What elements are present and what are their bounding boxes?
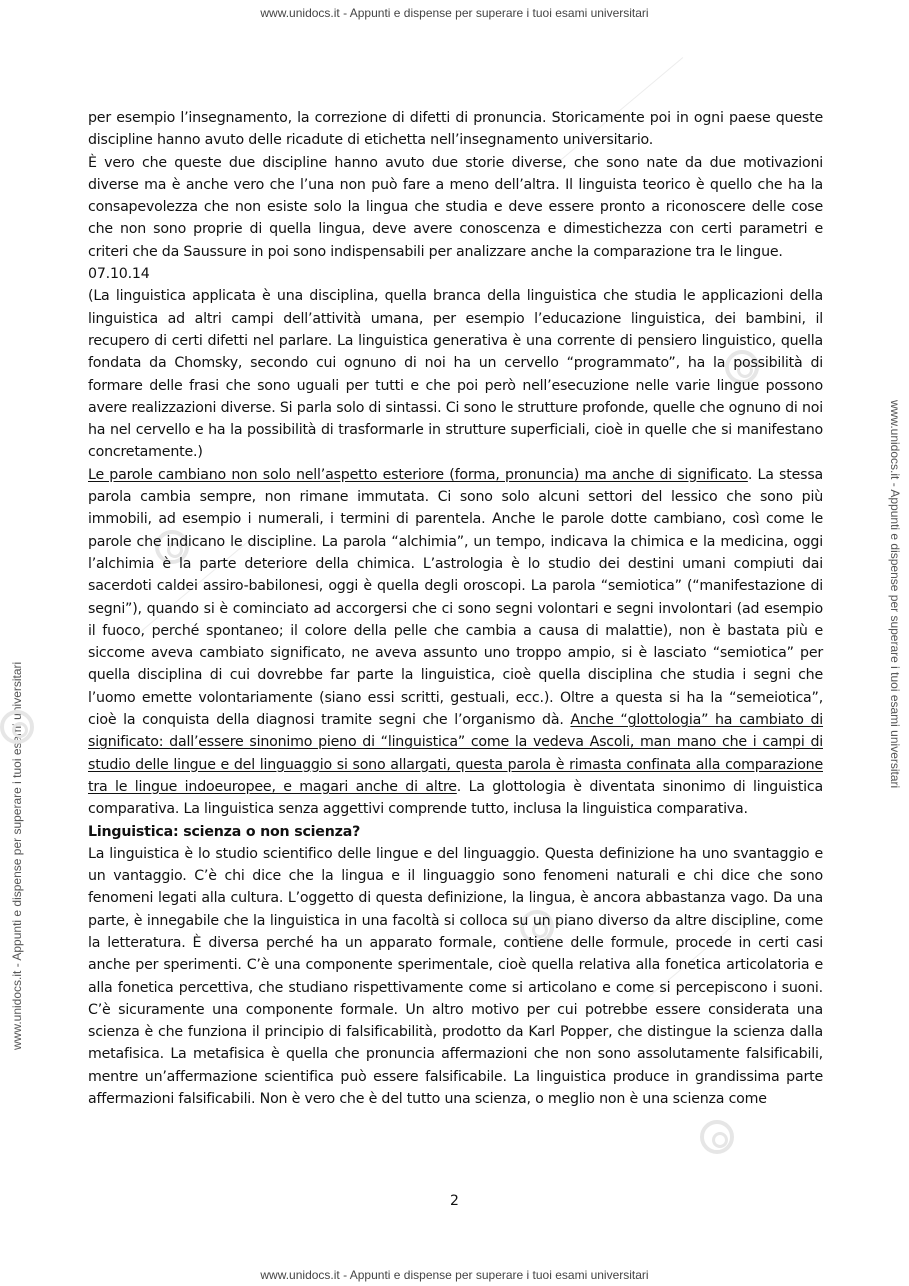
document-body [88,107,823,1110]
paragraph: È vero che queste due discipline hanno avuto due storie diverse, che sono nate da due motivazioni diverse ma è anche vero che l’una non può fare a meno dell’altra. Il linguista teorico è quello che ha la consapevolezza che non esiste solo la lingua che studia e deve essere pronto a riconoscere delle cose che non sono proprie di quella lingua, deve avere conoscenza e dimestichezza con certi parametri e criteri che da Saussure in poi sono indispensabili per analizzare anche la comparazione tra le lingue. [88,154,823,260]
watermark-top: www.unidocs.it - Appunti e dispense per superare i tuoi esami universitari [260,6,649,20]
paragraph-text: . La stessa parola cambia sempre, non rimane immutata. Ci sono solo alcuni settori del lessico che sono più immobili, ad esempio i numerali, i termini di parentela. Anche le parole dotte cambiano, così come le parole che indicano le discipline. La parola “alchimia”, un tempo, indicava la chimica e la medicina, oggi l’alchimia è la parte deteriore della chimica. L’astrologia è lo studio dei destini umani compiuti dai sacerdoti caldei assiro-babilonesi, oggi è quella degli oroscopi. La parola “semiotica” (“manifestazione di segni”), quando si è cominciato ad accorgersi che ci sono segni volontari e segni involontari (ad esempio il fuoco, perché spontaneo; il colore della pelle che cambia a causa di malattie), non è bastata più e siccome aveva cambiato significato, ne aveva assunto uno troppo ampio, si è lasciato “semiotica” per quella disciplina di cui dovrebbe far parte la linguistica, cioè quella disciplina che studia i segni che l’uomo emette volontariamente (siano essi scritti, gestuali, ecc.). Oltre a questa si ha la “semeiotica”, cioè la conquista della diagnosi tramite segni che l’organismo dà. [88,466,823,729]
underlined-text: Anche “glottologia” ha cambiato di significato: dall’essere sinonimo pieno di “linguistica” come la vedeva Ascoli, man mano che i campi di studio delle lingue e del linguaggio si sono allargati, questa parola è rimasta confinata alla comparazione tra le lingue indoeuropee, e magari anche di altre [88,712,824,795]
section-heading: Linguistica: scienza o non scienza? [88,823,361,840]
watermark-logo-icon [0,710,34,744]
paragraph: (La linguistica applicata è una disciplina, quella branca della linguistica che studia le applicazioni della linguistica ad altri campi dell’attività umana, per esempio l’educazione linguistica, dei bambini, il recupero di certi difetti nel parlare. La linguistica generativa è una corrente di pensiero linguistico, quella fondata da Chomsky, secondo cui ognuno di noi ha un cervello “programmato”, ha la possibilità di formare delle frasi che sono uguali per tutti e che poi però nell’esecuzione nelle varie lingue possono avere realizzazioni diverse. Si parla solo di sintassi. Ci sono le strutture profonde, quelle che ognuno di noi ha nel cervello e ha la possibilità di trasformarle in strutture superficiali, cioè in quelle che si manifestano concretamente.) [88,288,823,461]
paragraph [88,464,823,821]
underlined-text: Le parole cambiano non solo nell’aspetto esteriore (forma, pronuncia) ma anche di significato [88,466,748,483]
date-line: 07.10.14 [88,266,150,283]
watermark-side-right: www.unidocs.it - Appunti e dispense per superare i tuoi esami universitari [888,400,902,789]
watermark-logo-icon [700,1120,734,1154]
paragraph-text: . La glottologia è diventata sinonimo di linguistica comparativa. La linguistica senza aggettivi comprende tutto, inclusa la linguistica comparativa. [88,778,823,818]
watermark-bottom: www.unidocs.it - Appunti e dispense per superare i tuoi esami universitari [260,1268,649,1282]
paragraph: La linguistica è lo studio scientifico delle lingue e del linguaggio. Questa definizione ha uno svantaggio e un vantaggio. C’è chi dice che la lingua e il linguaggio sono fenomeni naturali e chi dice che sono fenomeni legati alla cultura. L’oggetto di questa definizione, la lingua, è ancora abbastanza vago. Da una parte, è innegabile che la linguistica in una facoltà si colloca su un piano diverso da altre discipline, come la letteratura. È diversa perché ha un apparato formale, contiene delle formule, procede in certi casi anche per sperimenti. C’è una componente sperimentale, cioè quella relativa alla fonetica articolatoria e alla fonetica percettiva, che studiano rispettivamente come si articolano e come si percepiscono i suoni. C’è sicuramente una componente formale. Un altro motivo per cui potrebbe essere considerata una scienza è che funziona il principio di falsificabilità, prodotto da Karl Popper, che distingue la scienza dalla metafisica. La metafisica è quella che pronuncia affermazioni che non sono assolutamente falsificabili, mentre un’affermazione scientifica può essere falsificabile. La linguistica produce in grandissima parte affermazioni falsificabili. Non è vero che è del tutto una scienza, o meglio non è una scienza come [88,845,823,1108]
watermark-side-left: www.unidocs.it - Appunti e dispense per superare i tuoi esami universitari [10,661,24,1050]
page-number: 2 [450,1193,459,1209]
paragraph: per esempio l’insegnamento, la correzione di difetti di pronuncia. Storicamente poi in ogni paese queste discipline hanno avuto delle ricadute di etichetta nell’insegnamento universitario. [88,110,823,149]
